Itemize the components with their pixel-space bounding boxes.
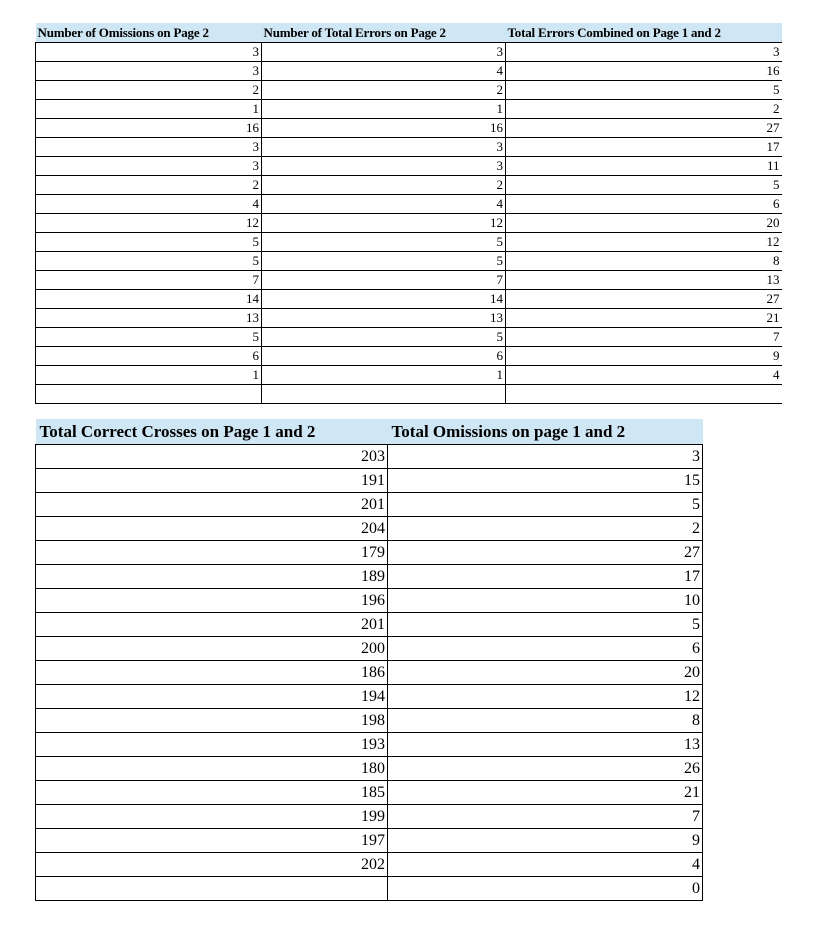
table-row [36,613,703,637]
cell-total-errors-page2: 2 [262,176,506,195]
table-row [36,757,703,781]
cell-total-errors-combined: 21 [506,309,782,328]
table-row [36,290,782,309]
table-row [36,138,782,157]
header-total-correct-crosses: Total Correct Crosses on Page 1 and 2 [36,419,388,445]
cell-total-errors-page2: 5 [262,328,506,347]
cell-total-omissions: 15 [388,469,703,493]
table-row [36,829,703,853]
cell-total-errors-combined: 3 [506,43,782,62]
cell-total-correct-crosses [36,877,388,901]
cell-total-errors-page2: 16 [262,119,506,138]
table-row [36,733,703,757]
table-row [36,541,703,565]
cell-total-errors-page2: 1 [262,100,506,119]
cell-total-errors-page2: 3 [262,43,506,62]
header-row [36,419,703,445]
cell-total-errors-page2: 3 [262,138,506,157]
header-total-errors-page2: Number of Total Errors on Page 2 [262,23,506,43]
cell-omissions-page2: 3 [36,157,262,176]
table-row [36,589,703,613]
cell-omissions-page2: 5 [36,252,262,271]
table-row [36,469,703,493]
cell-total-errors-combined: 9 [506,347,782,366]
table-body [36,445,703,901]
cell-omissions-page2: 2 [36,176,262,195]
table-row [36,445,703,469]
cell-total-errors-page2: 6 [262,347,506,366]
cell-total-errors-combined: 8 [506,252,782,271]
table-row [36,81,782,100]
cell-total-correct-crosses: 180 [36,757,388,781]
cell-total-errors-page2: 2 [262,81,506,100]
table-row [36,853,703,877]
cell-total-omissions: 0 [388,877,703,901]
table-row [36,176,782,195]
cell-omissions-page2: 7 [36,271,262,290]
table-row [36,637,703,661]
cell-total-errors-combined: 20 [506,214,782,233]
cell-total-errors-combined: 11 [506,157,782,176]
cell-total-errors-combined: 7 [506,328,782,347]
cell-total-errors-page2: 3 [262,157,506,176]
table-row [36,781,703,805]
cell-total-errors-combined: 12 [506,233,782,252]
errors-page2-table [35,23,782,404]
cell-total-correct-crosses: 196 [36,589,388,613]
cell-total-correct-crosses: 200 [36,637,388,661]
table-row [36,328,782,347]
table-body [36,43,782,404]
cell-total-correct-crosses: 199 [36,805,388,829]
cell-total-omissions: 8 [388,709,703,733]
cell-total-omissions: 3 [388,445,703,469]
table-row [36,347,782,366]
table-row [36,100,782,119]
cell-total-correct-crosses: 193 [36,733,388,757]
cell-total-errors-combined: 5 [506,176,782,195]
cell-total-correct-crosses: 203 [36,445,388,469]
cell-total-omissions: 21 [388,781,703,805]
cell-total-errors-combined: 17 [506,138,782,157]
table-row [36,271,782,290]
cell-total-correct-crosses: 204 [36,517,388,541]
cell-total-correct-crosses: 186 [36,661,388,685]
table-row [36,43,782,62]
table-row [36,233,782,252]
cell-total-errors-page2: 5 [262,252,506,271]
cell-total-omissions: 5 [388,493,703,517]
table-row [36,709,703,733]
cell-total-errors-combined: 5 [506,81,782,100]
table-row [36,877,703,901]
cell-total-omissions: 27 [388,541,703,565]
cell-omissions-page2: 16 [36,119,262,138]
table-row [36,685,703,709]
cell-omissions-page2: 6 [36,347,262,366]
cell-total-omissions: 26 [388,757,703,781]
header-row [36,23,782,43]
cell-total-errors-combined [506,385,782,404]
cell-total-errors-page2: 13 [262,309,506,328]
cell-total-errors-page2: 1 [262,366,506,385]
cell-total-omissions: 7 [388,805,703,829]
header-total-omissions: Total Omissions on page 1 and 2 [388,419,703,445]
cell-total-errors-combined: 2 [506,100,782,119]
cell-total-errors-page2: 4 [262,195,506,214]
table-row [36,565,703,589]
cell-total-omissions: 13 [388,733,703,757]
cell-total-errors-combined: 6 [506,195,782,214]
cell-total-omissions: 20 [388,661,703,685]
cell-total-errors-page2: 14 [262,290,506,309]
cell-omissions-page2: 3 [36,43,262,62]
table-row [36,62,782,81]
cell-omissions-page2: 13 [36,309,262,328]
cell-total-omissions: 5 [388,613,703,637]
cell-omissions-page2: 12 [36,214,262,233]
cell-omissions-page2: 14 [36,290,262,309]
cell-total-omissions: 10 [388,589,703,613]
cell-total-correct-crosses: 201 [36,613,388,637]
cell-total-errors-page2: 7 [262,271,506,290]
cell-total-errors-page2: 12 [262,214,506,233]
cell-total-errors-page2: 5 [262,233,506,252]
cell-total-correct-crosses: 201 [36,493,388,517]
table-row [36,805,703,829]
cell-total-omissions: 12 [388,685,703,709]
cell-total-errors-combined: 16 [506,62,782,81]
cell-total-errors-combined: 4 [506,366,782,385]
cell-total-correct-crosses: 198 [36,709,388,733]
table-row [36,157,782,176]
table-row [36,366,782,385]
cell-total-correct-crosses: 179 [36,541,388,565]
cell-total-errors-combined: 27 [506,119,782,138]
table-row [36,195,782,214]
cell-total-errors-page2: 4 [262,62,506,81]
table-row [36,517,703,541]
cell-total-errors-combined: 13 [506,271,782,290]
table-row [36,214,782,233]
cell-total-omissions: 4 [388,853,703,877]
table-row [36,252,782,271]
cell-omissions-page2: 3 [36,62,262,81]
cell-omissions-page2: 5 [36,328,262,347]
cell-total-omissions: 9 [388,829,703,853]
header-total-errors-combined: Total Errors Combined on Page 1 and 2 [506,23,782,43]
cell-omissions-page2: 5 [36,233,262,252]
cell-total-correct-crosses: 197 [36,829,388,853]
cell-omissions-page2: 3 [36,138,262,157]
table-row [36,661,703,685]
table-row [36,309,782,328]
cell-omissions-page2: 1 [36,366,262,385]
totals-table [35,419,703,901]
table-row [36,493,703,517]
cell-omissions-page2: 4 [36,195,262,214]
cell-total-correct-crosses: 194 [36,685,388,709]
cell-omissions-page2: 1 [36,100,262,119]
cell-total-correct-crosses: 202 [36,853,388,877]
cell-total-errors-combined: 27 [506,290,782,309]
header-omissions-page2: Number of Omissions on Page 2 [36,23,262,43]
cell-omissions-page2: 2 [36,81,262,100]
cell-total-correct-crosses: 191 [36,469,388,493]
cell-total-omissions: 6 [388,637,703,661]
cell-total-omissions: 2 [388,517,703,541]
table-row [36,119,782,138]
cell-total-errors-page2 [262,385,506,404]
cell-total-omissions: 17 [388,565,703,589]
cell-total-correct-crosses: 189 [36,565,388,589]
table-row [36,385,782,404]
cell-total-correct-crosses: 185 [36,781,388,805]
cell-omissions-page2 [36,385,262,404]
